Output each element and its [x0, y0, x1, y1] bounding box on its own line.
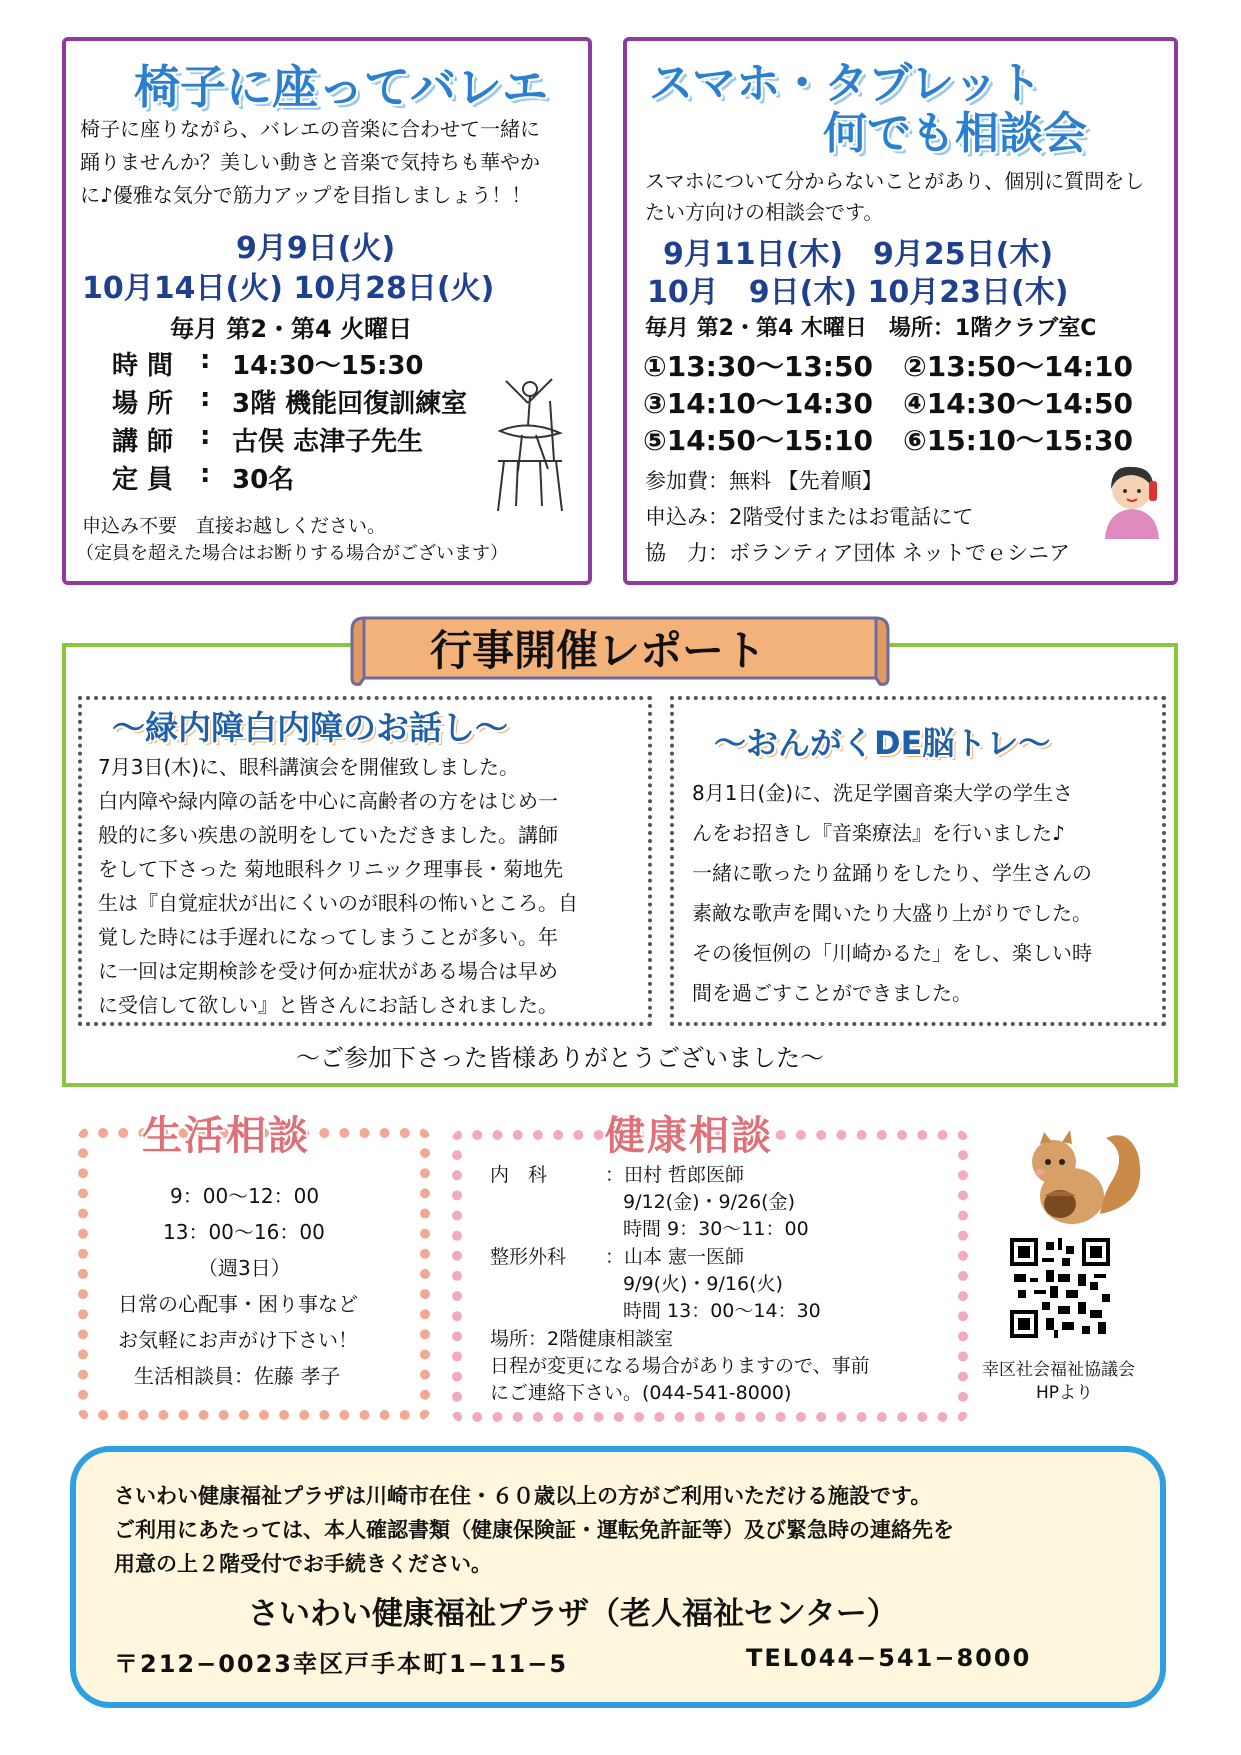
report-right-line: 素敵な歌声を聞いたり大盛り上がりでした。	[692, 901, 1092, 925]
smartphone-date-2: 10月 9日(木) 10月23日(木)	[647, 275, 1069, 310]
report-thanks: 〜ご参加下さった皆様ありがとうございました〜	[296, 1044, 824, 1072]
life-consult-line: 生活相談員：佐藤 孝子	[134, 1364, 341, 1388]
report-left-line: に受信して欲しい』と皆さんにお話しされました。	[98, 993, 558, 1017]
ballet-note-1: 申込み不要 直接お越しください。	[82, 515, 387, 537]
ballet-note-2: （定員を超えた場合はお断りする場合がございます）	[76, 543, 508, 564]
health-note-1: 日程が変更になる場合がありますので、事前	[490, 1355, 870, 1377]
report-right-line: 一緒に歌ったり盆踊りをしたり、学生さんの	[692, 861, 1092, 885]
report-left-line: 覚した時には手遅れになってしまうことが多い。年	[98, 925, 558, 949]
ballet-row-value: 30名	[232, 465, 295, 495]
ballet-desc-2: 踊りませんか？美しい動きと音楽で気持ちも華やか	[80, 150, 540, 174]
report-left-line: 生は『自覚症状が出にくいのが眼科の怖いところ。自	[98, 891, 578, 915]
smartphone-title-2: 何でも相談会	[823, 108, 1087, 159]
report-right-line: んをお招きし『音楽療法』を行いました♪	[692, 821, 1065, 845]
report-left-title: 〜緑内障白内障のお話し〜	[112, 708, 508, 747]
squirrel-icon	[1010, 1124, 1150, 1234]
time-slot: ⑥15:10〜15:30	[903, 424, 1133, 457]
ballet-row-colon: :	[200, 383, 211, 413]
health-row-value: 9/9(火)・9/16(火)	[623, 1273, 783, 1295]
ballet-row-label: 場 所	[112, 389, 174, 419]
qr-code-icon	[1010, 1238, 1110, 1338]
facility-info-box	[70, 1446, 1166, 1708]
smartphone-date-1: 9月11日(木) 9月25日(木)	[663, 237, 1054, 272]
health-consult-title: 健康相談	[605, 1113, 773, 1159]
woman-phone-icon	[1097, 459, 1167, 539]
health-place: 場所：2階健康相談室	[490, 1328, 674, 1350]
smartphone-schedule: 毎月 第2・第4 木曜日 場所：1階クラブ室C	[645, 316, 1097, 341]
report-right-box	[670, 696, 1166, 1026]
time-slot: ⑤14:50〜15:10	[643, 424, 873, 457]
footer-line-3: 用意の上２階受付でお手続きください。	[114, 1552, 492, 1576]
facility-name: さいわい健康福祉プラザ（老人福祉センター）	[248, 1596, 898, 1632]
ballet-desc-1: 椅子に座りながら、バレエの音楽に合わせて一緒に	[80, 117, 540, 141]
smartphone-apply: 申込み：2階受付またはお電話にて	[645, 505, 974, 529]
life-consult-line: 9：00〜12：00	[170, 1184, 320, 1208]
health-row-value: 時間 13：00〜14：30	[623, 1300, 821, 1322]
qr-caption-1: 幸区社会福祉協議会	[982, 1360, 1135, 1380]
ballet-row-label: 定 員	[112, 465, 174, 495]
ballet-box	[62, 37, 592, 585]
ballet-schedule: 毎月 第2・第4 火曜日	[170, 315, 413, 343]
smartphone-fee: 参加費：無料 【先着順】	[645, 469, 883, 493]
ballet-row-colon: :	[200, 345, 211, 375]
time-slot: ②13:50〜14:10	[903, 350, 1133, 383]
ballet-desc-3: に♪優雅な気分で筋力アップを目指しましょう！！	[80, 183, 532, 207]
smartphone-title-1: スマホ・タブレット	[649, 58, 1042, 109]
health-row-value: ：山本 憲一医師	[605, 1246, 745, 1268]
smartphone-desc-1: スマホについて分からないことがあり、個別に質問をし	[645, 169, 1145, 193]
report-right-line: その後恒例の「川崎かるた」をし、楽しい時	[692, 941, 1092, 965]
ballet-date-2: 10月14日(火) 10月28日(火)	[82, 271, 495, 306]
life-consult-line: 日常の心配事・困り事など	[118, 1292, 358, 1316]
report-left-line: 7月3日(木)に、眼科講演会を開催致しました。	[98, 755, 520, 779]
report-right-line: 8月1日(金)に、洗足学園音楽大学の学生さ	[692, 781, 1074, 805]
report-left-line: 白内障や緑内障の話を中心に高齢者の方をはじめ一	[98, 789, 558, 813]
smartphone-coop-label: 協 力：	[645, 541, 729, 565]
ballet-row-colon: :	[200, 421, 211, 451]
ballet-row-value: 古俣 志津子先生	[232, 427, 424, 457]
ballerina-chair-icon	[478, 371, 578, 521]
report-left-line: に一回は定期検診を受け何か症状がある場合は早め	[98, 959, 558, 983]
footer-line-2: ご利用にあたっては、本人確認書類（健康保険証・運転免許証等）及び緊急時の連絡先を	[114, 1518, 954, 1542]
time-slot: ③14:10〜14:30	[643, 387, 873, 420]
health-row-label: 整形外科	[490, 1246, 567, 1268]
facility-tel: TEL044−541−8000	[746, 1644, 1032, 1672]
report-left-line: 般的に多い疾患の説明をしていただきました。講師	[98, 823, 558, 847]
ballet-row-label: 講 師	[112, 427, 174, 457]
ballet-row-label: 時 間	[112, 351, 174, 381]
ballet-title: 椅子に座ってバレエ	[134, 60, 548, 114]
life-consult-title: 生活相談	[142, 1113, 310, 1159]
facility-address: 〒212−0023幸区戸手本町1−11−5	[114, 1650, 569, 1678]
report-banner-title: 行事開催レポート	[430, 626, 767, 675]
qr-caption-2: HPより	[1036, 1383, 1094, 1403]
time-slot: ①13:30〜13:50	[643, 350, 873, 383]
report-left-line: をして下さった 菊地眼科クリニック理事長・菊地先	[98, 857, 564, 881]
life-consult-line: （週3日）	[198, 1256, 291, 1280]
health-row-value: ：田村 哲郎医師	[605, 1164, 745, 1186]
health-row-value: 9/12(金)・9/26(金)	[623, 1191, 795, 1213]
health-row-value: 時間 9：30〜11：00	[623, 1218, 809, 1240]
smartphone-coop-value: ボランティア団体 ネットでｅシニア	[729, 541, 1070, 565]
report-right-title: 〜おんがくDE脳トレ〜	[714, 724, 1051, 762]
report-right-line: 間を過ごすことができました。	[692, 981, 972, 1005]
health-row-label: 内 科	[490, 1164, 548, 1186]
health-note-2: にご連絡下さい。(044-541-8000)	[490, 1382, 792, 1404]
ballet-date-1: 9月9日(火)	[236, 231, 396, 266]
time-slot: ④14:30〜14:50	[903, 387, 1133, 420]
smartphone-desc-2: たい方向けの相談会です。	[645, 200, 884, 224]
ballet-row-value: 3階 機能回復訓練室	[232, 389, 468, 419]
life-consult-line: お気軽にお声がけ下さい！	[118, 1328, 358, 1352]
footer-line-1: さいわい健康福祉プラザは川崎市在住・６０歳以上の方がご利用いただける施設です。	[114, 1484, 932, 1508]
smartphone-box	[623, 37, 1178, 585]
ballet-row-colon: :	[200, 459, 211, 489]
ballet-row-value: 14:30〜15:30	[232, 351, 424, 381]
report-left-box	[78, 696, 652, 1026]
life-consult-line: 13：00〜16：00	[163, 1220, 325, 1244]
